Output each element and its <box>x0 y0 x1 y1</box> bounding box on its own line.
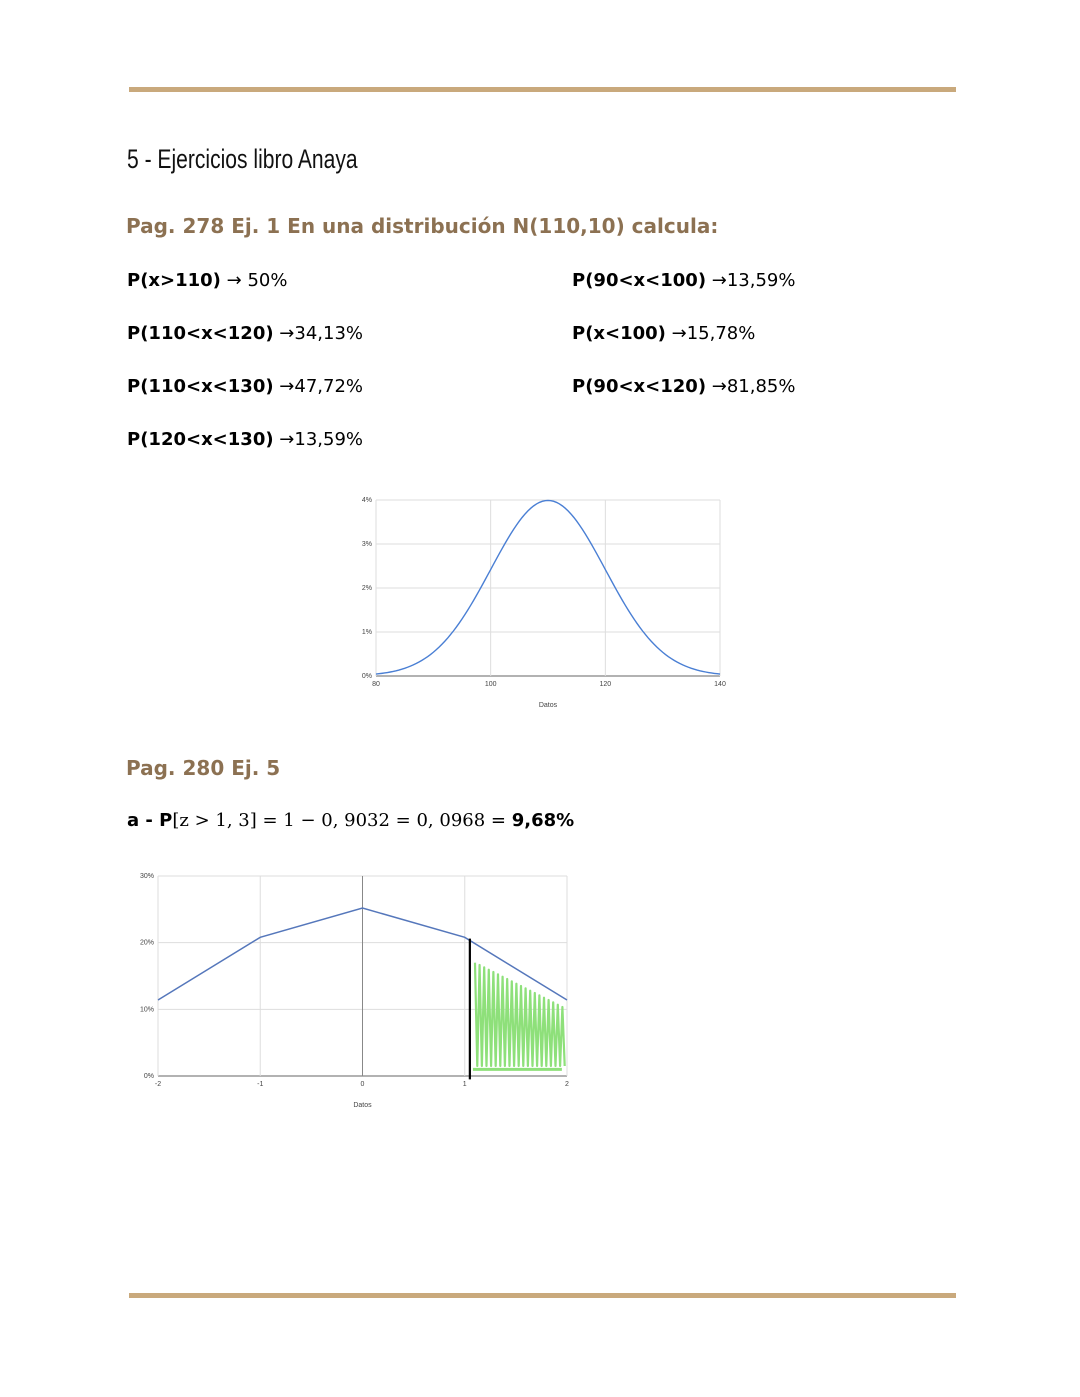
y-tick-label: 4% <box>361 497 372 504</box>
x-tick-label: -1 <box>257 1081 264 1088</box>
x-tick-label: 2 <box>565 1081 569 1088</box>
y-tick-label: 20% <box>139 939 154 947</box>
bottom-rule <box>129 1293 956 1298</box>
shaded-scribble <box>475 963 565 1066</box>
equation: a - P[z > 1, 3] = 1 − 0, 9032 = 0, 0968 = 9,68% <box>127 810 575 831</box>
prob-item: P(x>110) → 50% <box>127 270 288 291</box>
prob-item: P(110<x<130) →47,72% <box>127 376 364 397</box>
x-tick-label: 0 <box>360 1081 365 1088</box>
y-tick-label: 3% <box>361 541 372 548</box>
prob-item: P(90<x<120) →81,85% <box>572 376 796 397</box>
y-tick-label: 0% <box>361 673 372 680</box>
section2-heading: Pag. 280 Ej. 5 <box>126 756 281 780</box>
y-tick-label: 10% <box>139 1006 154 1014</box>
prob-item: P(90<x<100) →13,59% <box>572 270 796 291</box>
y-tick-label: 2% <box>361 585 372 592</box>
x-tick-label: 80 <box>372 681 380 688</box>
x-tick-label: 1 <box>462 1081 467 1088</box>
section1-heading: Pag. 278 Ej. 1 En una distribución N(110,10) calcula: <box>126 214 719 238</box>
page-title: 5 - Ejercicios libro Anaya <box>127 144 358 174</box>
prob-item: P(x<100) →15,78% <box>572 323 756 344</box>
x-tick-label: -2 <box>154 1081 162 1088</box>
prob-item: P(110<x<120) →34,13% <box>127 323 364 344</box>
y-tick-label: 30% <box>139 873 154 880</box>
x-tick-label: 100 <box>484 681 497 688</box>
y-tick-label: 0% <box>143 1073 154 1080</box>
x-axis-label: Datos <box>538 702 558 709</box>
density-curve <box>376 500 720 674</box>
x-tick-label: 140 <box>714 681 726 688</box>
x-axis-label: Datos <box>353 1102 372 1109</box>
x-tick-label: 120 <box>599 681 612 688</box>
prob-item: P(120<x<130) →13,59% <box>127 429 364 450</box>
y-tick-label: 1% <box>361 629 372 636</box>
